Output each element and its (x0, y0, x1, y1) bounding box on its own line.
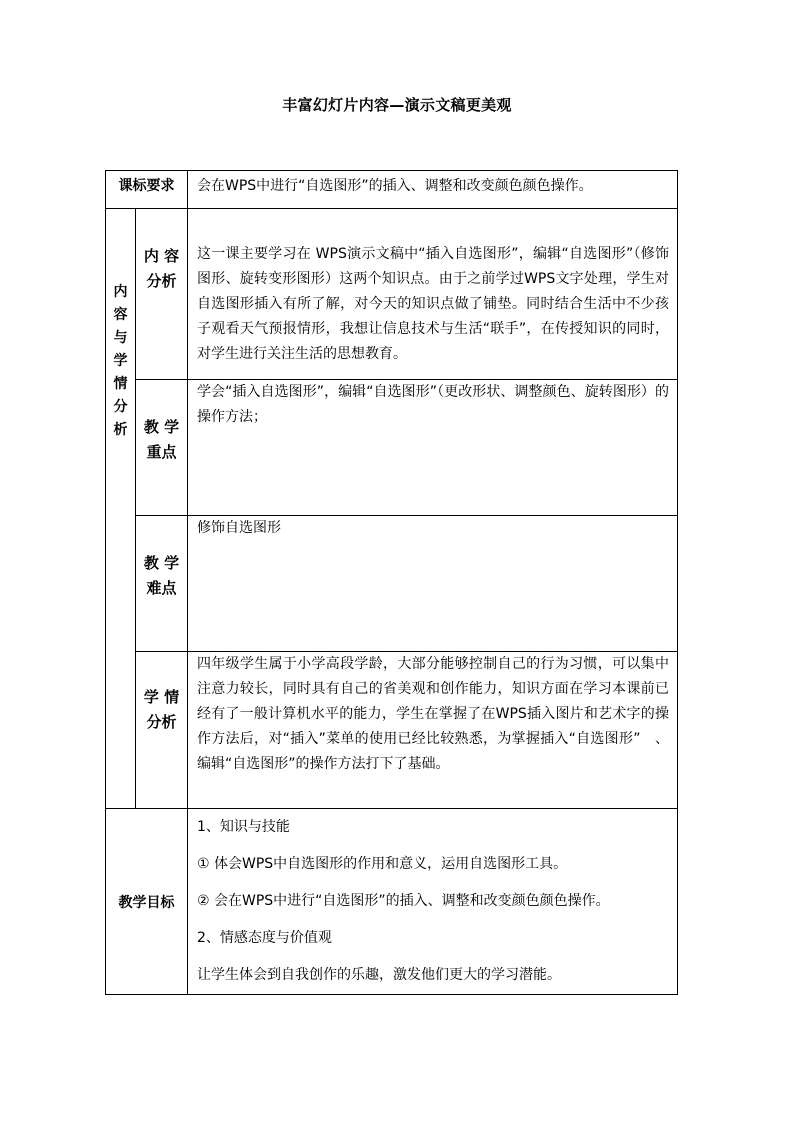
objective-line: ① 体会WPS中自选图形的作用和意义，运用自选图形工具。 (197, 856, 568, 872)
row-objectives (106, 809, 678, 995)
row-key-points (106, 380, 678, 516)
row-content-analysis (106, 209, 678, 380)
key-points-text: 学会“插入自选图形”，编辑“自选图形”（更改形状、调整颜色、旋转图形）的操作方法； (188, 380, 678, 516)
key-points-label: 教 学 重点 (136, 380, 188, 516)
lesson-plan-table (105, 170, 678, 995)
content-analysis-label: 内 容 分析 (136, 209, 188, 380)
row-learner-analysis (106, 652, 678, 809)
row-curriculum (106, 171, 678, 209)
curriculum-label: 课标要求 (106, 171, 188, 209)
objective-line: ② 会在WPS中进行“自选图形”的插入、调整和改变颜色颜色操作。 (197, 893, 610, 909)
objective-line: 1、知识与技能 (197, 819, 290, 835)
learner-analysis-text: 四年级学生属于小学高段学龄，大部分能够控制自己的行为习惯，可以集中注意力较长，同时具有自己的省美观和创作能力，知识方面在学习本课前已经有了一般计算机水平的能力，学生在掌握了在WPS插入图片和艺术字的操作方法后，对“插入”菜单的使用已经比较熟悉，为掌握插入“自选图形” 、编辑“自选图形”的操作方法打下了基础。 (188, 652, 678, 809)
objective-line: 让学生体会到自我创作的乐趣，激发他们更大的学习潜能。 (197, 967, 561, 983)
content-analysis-text: 这一课主要学习在 WPS演示文稿中“插入自选图形”，编辑“自选图形”（修饰图形、旋转变形图形）这两个知识点。由于之前学过WPS文字处理，学生对自选图形插入有所了解，对今天的知识点做了铺垫。同时结合生活中不少孩子观看天气预报情形，我想让信息技术与生活“联手”，在传授知识的同时，对学生进行关注生活的思想教育。 (188, 209, 678, 380)
objectives-list (188, 809, 678, 995)
learner-analysis-label: 学 情 分析 (136, 652, 188, 809)
difficulties-text: 修饰自选图形 (188, 516, 678, 652)
curriculum-text: 会在WPS中进行“自选图形”的插入、调整和改变颜色颜色操作。 (188, 171, 678, 209)
objective-line: 2、情感态度与价值观 (197, 930, 332, 946)
objectives-label: 教学目标 (106, 809, 188, 995)
row-difficulties (106, 516, 678, 652)
analysis-group-label: 内 容 与 学 情 分 析 (106, 209, 136, 809)
document-title: 丰富幻灯片内容—演示文稿更美观 (282, 96, 512, 114)
difficulties-label: 教 学 难点 (136, 516, 188, 652)
